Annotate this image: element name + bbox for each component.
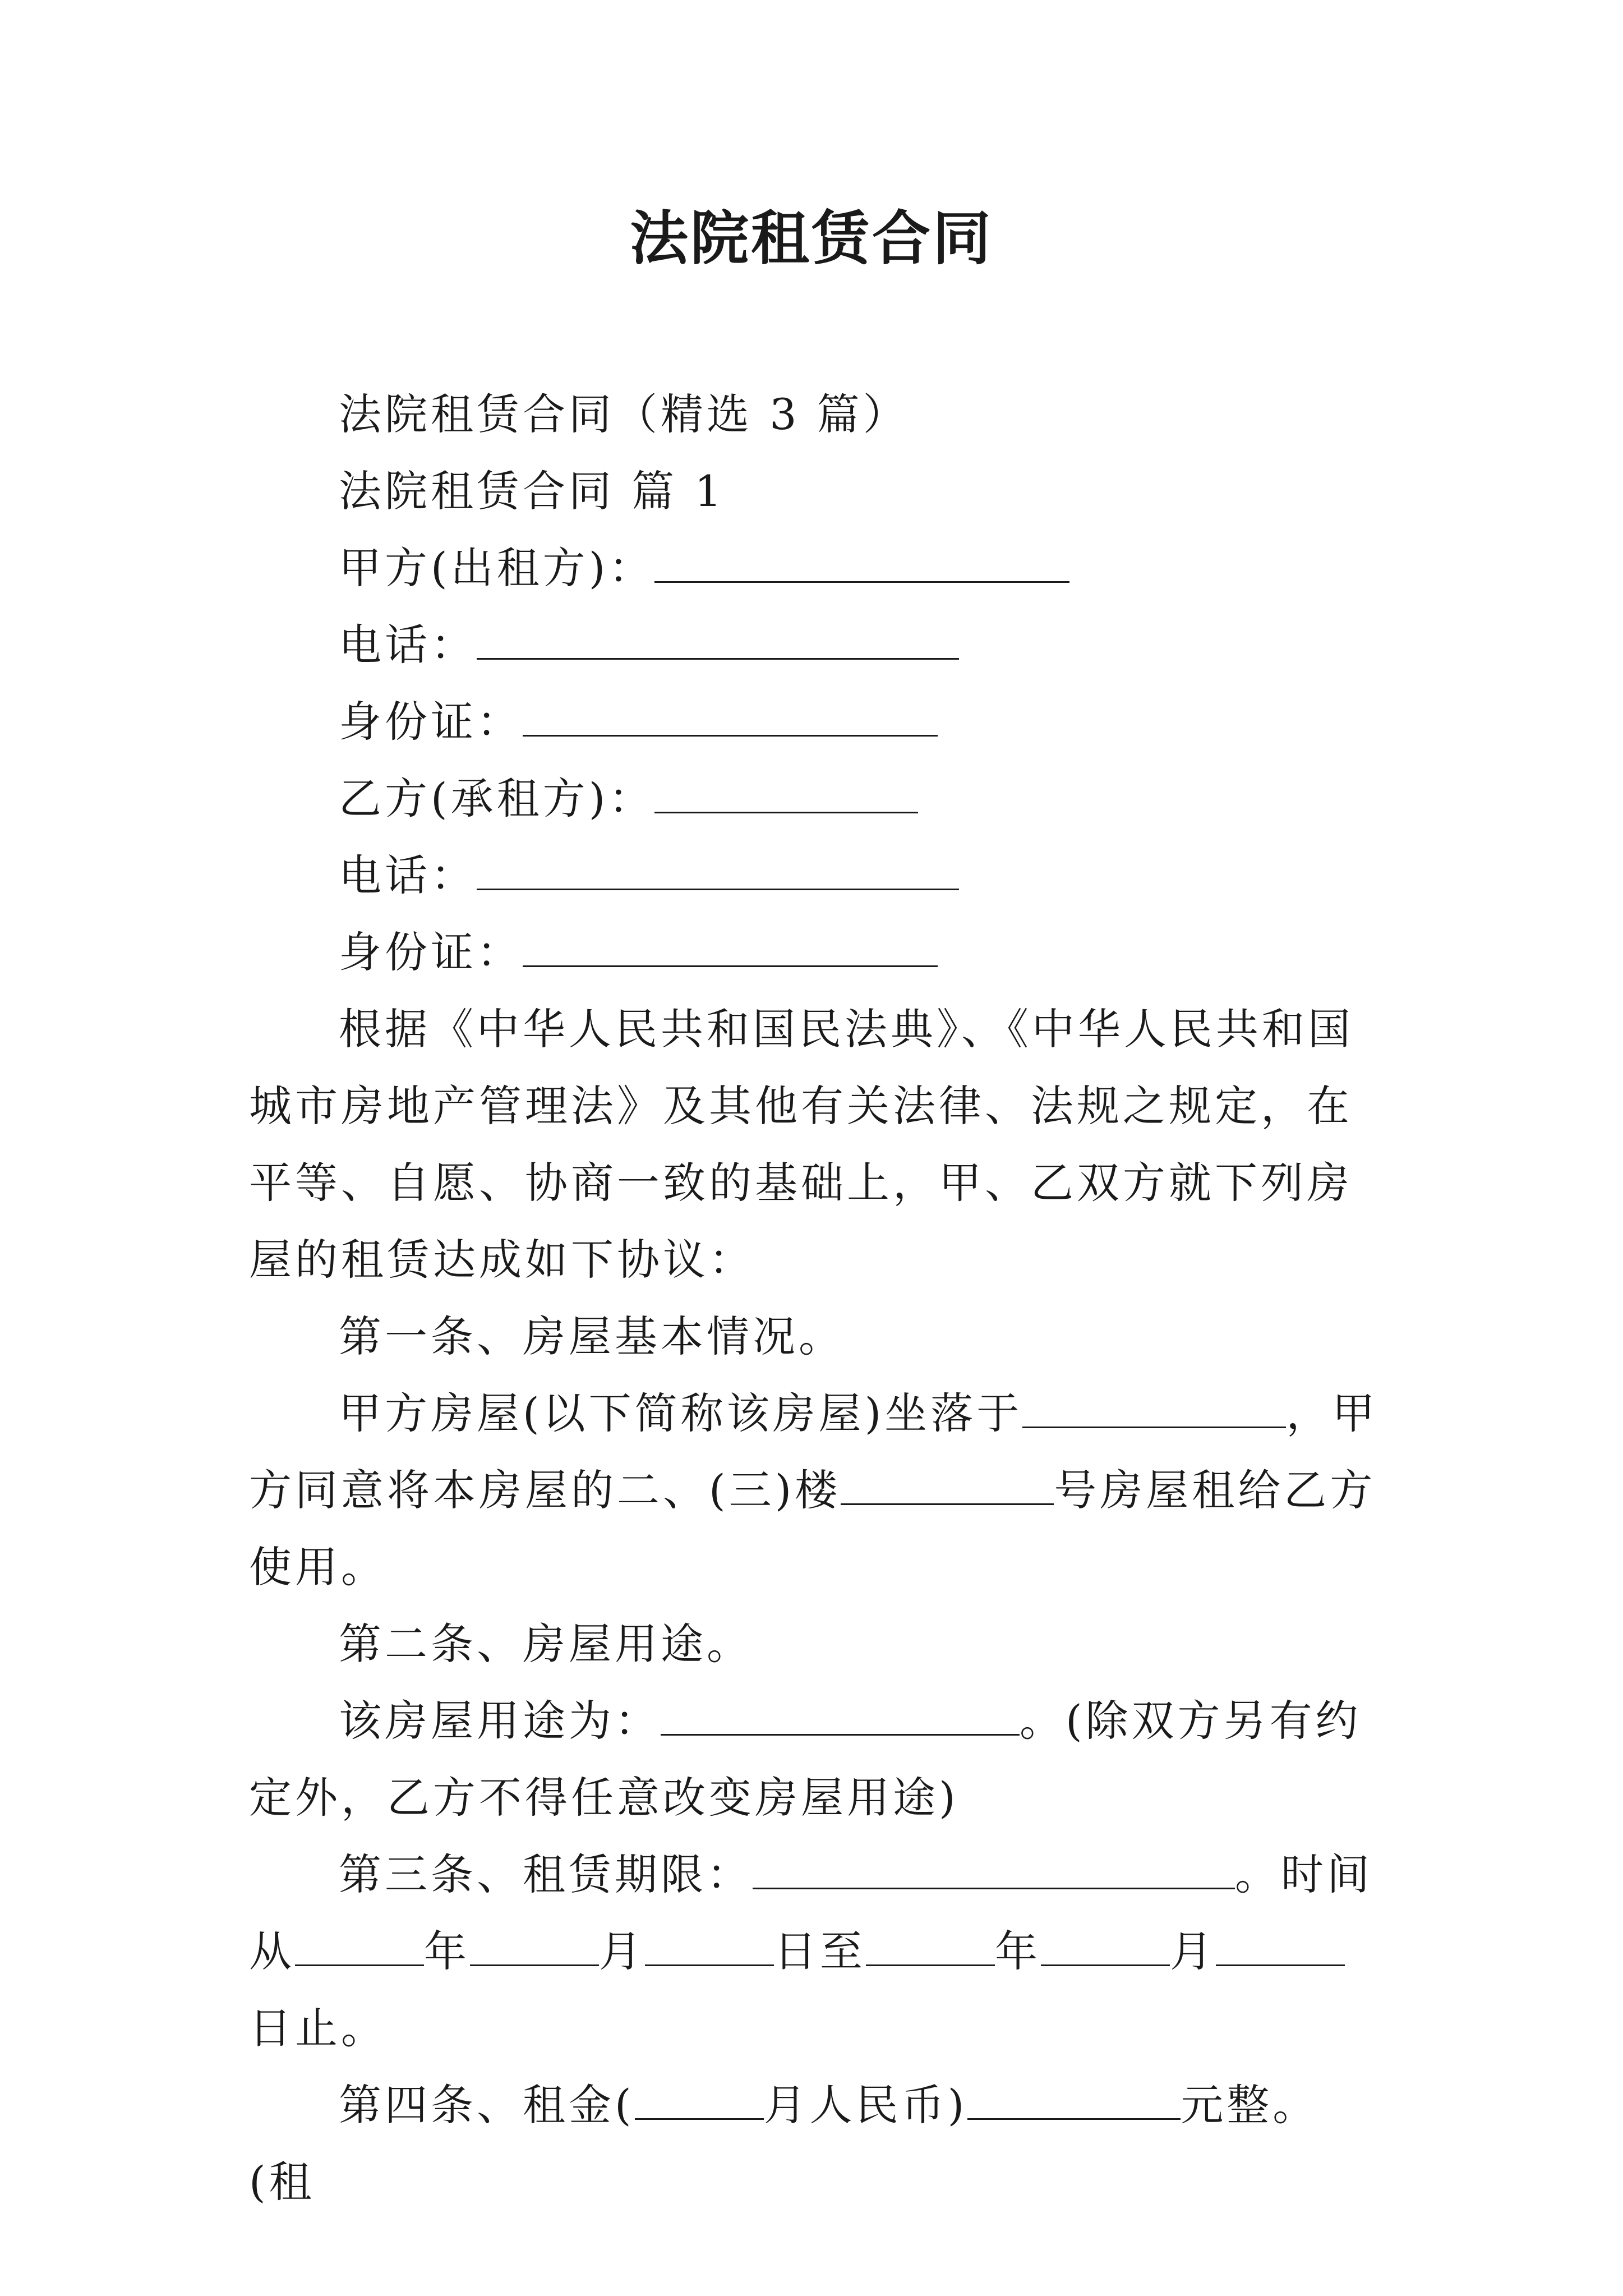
rent-period-blank — [635, 2073, 764, 2120]
article-3-text-a: 第三条、租赁期限： — [339, 1849, 753, 1899]
article-4-text-c: 元整。(租 — [249, 2080, 1319, 2207]
end-day-label: 日止。 — [249, 2003, 387, 2053]
article-4-text-b: 月人民币) — [763, 2080, 968, 2130]
party-a-blank — [654, 536, 1069, 583]
phone-b-label: 电话： — [339, 850, 477, 900]
article-1-paragraph — [249, 1375, 1382, 1605]
end-month-label: 月 — [1170, 1926, 1216, 1976]
end-day-blank — [1216, 1920, 1345, 1966]
party-b-blank — [654, 767, 918, 813]
phone-a-label: 电话： — [339, 620, 477, 670]
party-a-line — [249, 530, 1382, 606]
start-year-blank — [295, 1920, 424, 1966]
article-1-text-a: 甲方房屋(以下简称该房屋)坐落于 — [339, 1388, 1023, 1438]
article-2-text-a: 该房屋用途为： — [339, 1696, 661, 1746]
party-a-label: 甲方(出租方)： — [339, 543, 655, 593]
document-body — [249, 376, 1382, 2220]
start-day-blank — [645, 1920, 774, 1966]
subtitle-line — [249, 376, 1382, 453]
id-a-label: 身份证： — [339, 697, 523, 747]
party-b-line — [249, 760, 1382, 837]
term-blank — [753, 1843, 1235, 1889]
id-b-label: 身份证： — [339, 927, 523, 977]
start-year-label: 年 — [424, 1926, 470, 1976]
article-2-paragraph — [249, 1682, 1382, 1836]
id-b-blank — [523, 921, 938, 967]
article-1-title: 第一条、房屋基本情况。 — [339, 1312, 845, 1361]
article-3-paragraph — [249, 1836, 1382, 2067]
preamble-paragraph: 根据《中华人民共和国民法典》、《中华人民共和国城市房地产管理法》及其他有关法律、法规之规定，在平等、自愿、协商一致的基础上，甲、乙双方就下列房屋的租赁达成如下协议： — [249, 1004, 1354, 1285]
article-4-paragraph — [249, 2067, 1382, 2220]
room-number-blank — [841, 1458, 1054, 1505]
end-year-blank — [866, 1920, 995, 1966]
document-title: 法院租赁合同 — [629, 204, 993, 273]
start-day-to-label: 日至 — [774, 1926, 866, 1976]
article-2-text-b: 。(除双方另有约定外，乙方不得任意改变房屋用途) — [249, 1696, 1362, 1823]
start-month-label: 月 — [599, 1926, 645, 1976]
article-3-text-b: 。时间从 — [249, 1849, 1373, 1976]
article-1-text-b: ，甲方同意将本房屋的二、(三)楼 — [249, 1388, 1378, 1515]
id-a-line — [249, 683, 1382, 760]
phone-b-line — [249, 837, 1382, 914]
usage-blank — [661, 1689, 1020, 1736]
article-1-text-c: 号房屋租给乙方使用。 — [249, 1465, 1376, 1592]
article-4-text-a: 第四条、租金( — [339, 2080, 635, 2130]
phone-a-line — [249, 606, 1382, 683]
article-2-title: 第二条、房屋用途。 — [339, 1619, 753, 1669]
phone-b-blank — [477, 844, 959, 890]
phone-a-blank — [477, 613, 959, 660]
end-year-label: 年 — [995, 1926, 1041, 1976]
subtitle-text: 法院租赁合同（精选 3 篇） — [339, 389, 909, 439]
id-b-line — [249, 914, 1382, 991]
end-month-blank — [1041, 1920, 1170, 1966]
start-month-blank — [470, 1920, 599, 1966]
location-blank — [1022, 1382, 1286, 1428]
part-heading — [249, 453, 1382, 530]
part-heading-text: 法院租赁合同 篇 1 — [339, 466, 725, 516]
party-b-label: 乙方(承租方)： — [339, 774, 655, 823]
rent-amount-blank — [967, 2073, 1181, 2120]
id-a-blank — [523, 690, 938, 737]
